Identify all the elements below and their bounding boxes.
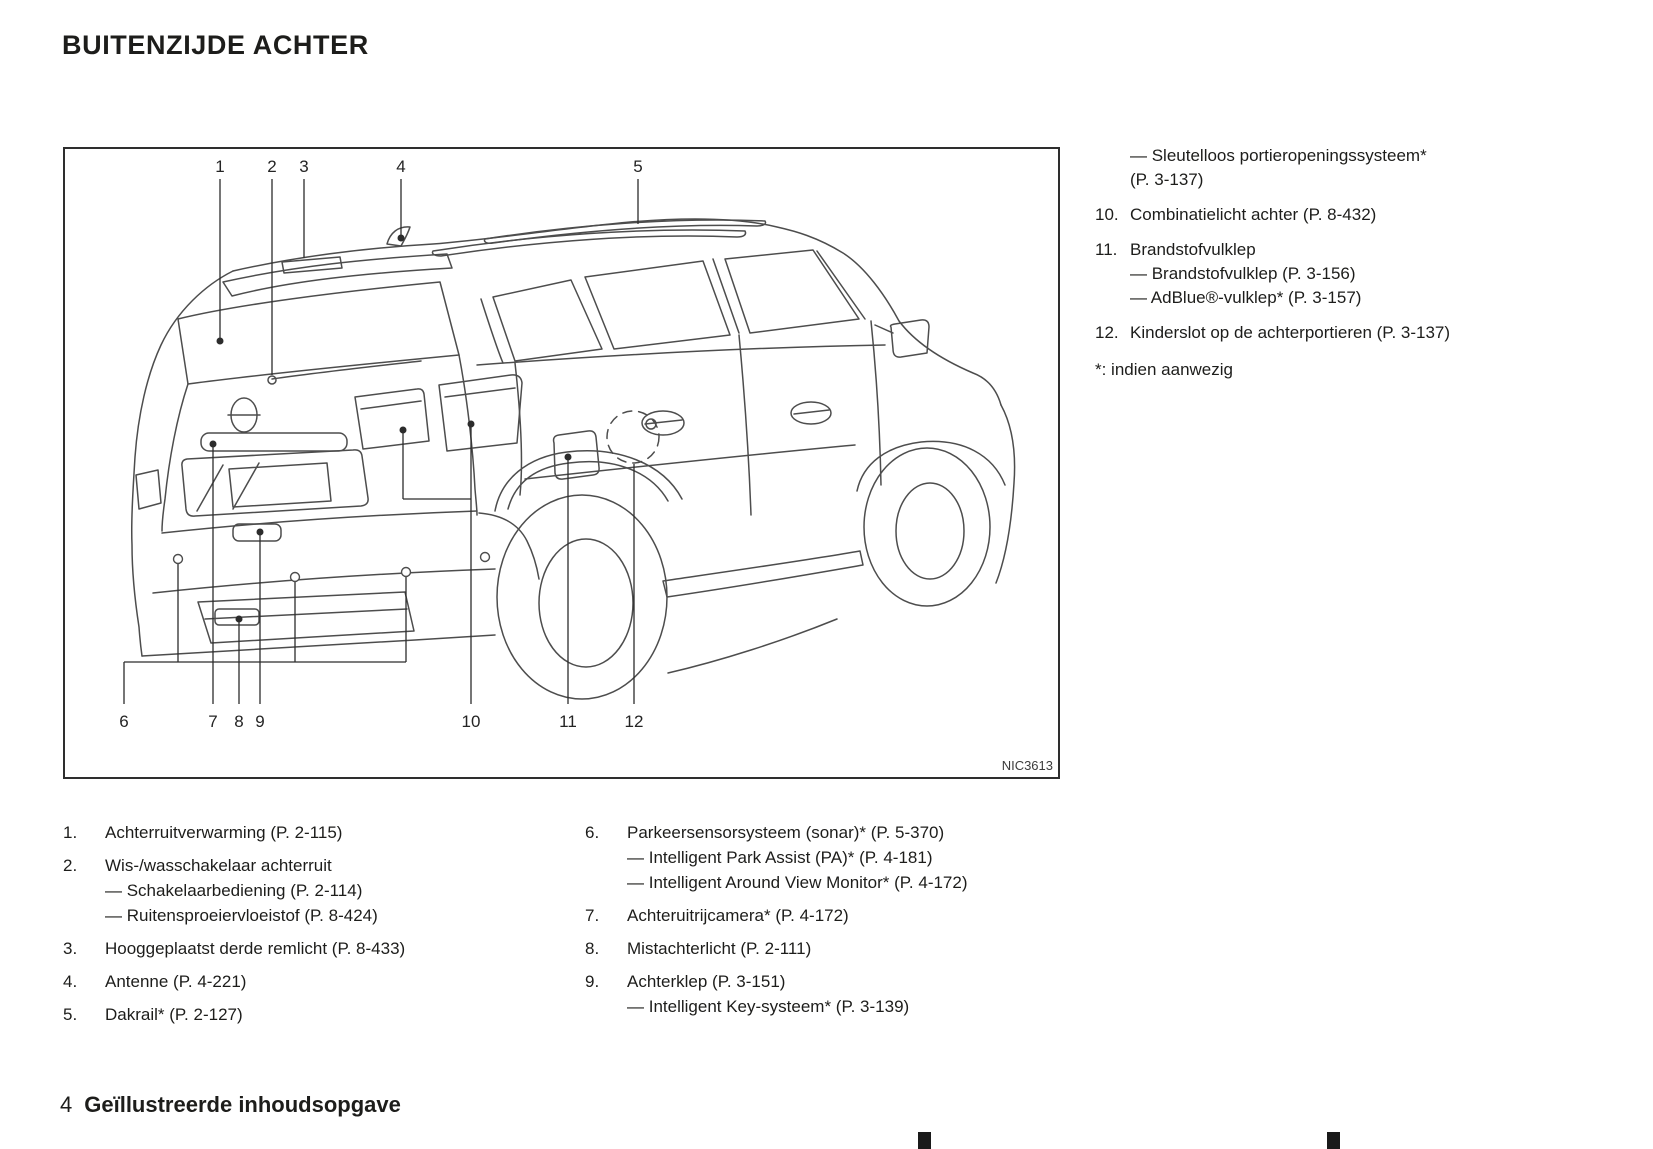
legend-item-label: Achterklep (P. 3-151) (627, 972, 786, 991)
legend-subitem: (P. 3-137) (1130, 170, 1204, 189)
callout-label-9: 9 (255, 712, 265, 731)
legend-item-subs (627, 845, 1085, 895)
legend-item-number: 7. (585, 906, 600, 925)
legend-item-number: 9. (585, 972, 600, 991)
legend-item (1095, 238, 1635, 310)
legend-item-subs (627, 994, 1085, 1019)
callout-label-11: 11 (559, 712, 577, 731)
legend-subitem: — Ruitensproeiervloeistof (P. 8-424) (105, 906, 378, 925)
legend-item-label: Mistachterlicht (P. 2-111) (627, 939, 812, 958)
page-number: 4 (60, 1092, 73, 1117)
legend-subitem: — Brandstofvulklep (P. 3-156) (1130, 264, 1356, 283)
legend-item (585, 936, 1085, 961)
legend-item (63, 969, 563, 994)
car-illustration (132, 219, 1015, 699)
callout-label-4: 4 (396, 157, 406, 176)
binding-mark (918, 1132, 931, 1149)
page-footer (60, 1092, 401, 1118)
legend-item-label: Brandstofvulklep (1130, 240, 1256, 259)
legend-item-label: Combinatielicht achter (P. 8-432) (1130, 205, 1377, 224)
legend-item-number: 3. (63, 939, 78, 958)
legend-item-label: Parkeersensorsysteem (sonar)* (P. 5-370) (627, 823, 945, 842)
callout-label-10: 10 (461, 712, 481, 731)
legend-subitem: — Intelligent Key-systeem* (P. 3-139) (627, 997, 910, 1016)
legend-item-number: 1. (63, 823, 78, 842)
legend-item-number: 8. (585, 939, 600, 958)
legend-item-number: 11. (1095, 240, 1118, 259)
legend-subitem: — Sleutelloos portieropeningssysteem* (1130, 146, 1427, 165)
legend-item-number: 2. (63, 856, 78, 875)
legend-item-label: Wis-/wasschakelaar achterruit (105, 856, 332, 875)
legend-subitem: — Schakelaarbediening (P. 2-114) (105, 881, 363, 900)
callout-label-1: 1 (215, 157, 225, 176)
page-title: BUITENZIJDE ACHTER (62, 30, 369, 60)
figure-code: NIC3613 (1001, 758, 1053, 773)
callout-label-7: 7 (208, 712, 218, 731)
legend-subitem: — Intelligent Park Assist (PA)* (P. 4-181) (627, 848, 933, 867)
legend-item-number: 10. (1095, 205, 1119, 224)
legend-item-number: 6. (585, 823, 600, 842)
legend-item (585, 969, 1085, 1019)
section-title: Geïllustreerde inhoudsopgave (84, 1092, 401, 1117)
legend-sidebar (1095, 144, 1635, 382)
car-diagram (65, 149, 1058, 777)
legend-item-number: 5. (63, 1005, 78, 1024)
legend-item-label: Antenne (P. 4-221) (105, 972, 247, 991)
legend-column-left (63, 820, 563, 1035)
legend-sidebar-items (1095, 203, 1635, 345)
legend-item (63, 1002, 563, 1027)
legend-item-label: Dakrail* (P. 2-127) (105, 1005, 243, 1024)
legend-item-subs (1130, 262, 1635, 310)
legend-item (1095, 321, 1635, 345)
callout-label-6: 6 (119, 712, 129, 731)
legend-item-label: Achteruitrijcamera* (P. 4-172) (627, 906, 849, 925)
callout-label-12: 12 (624, 712, 644, 731)
figure-frame (63, 147, 1060, 779)
legend-item-label: Kinderslot op de achterportieren (P. 3-137) (1130, 323, 1451, 342)
legend-item (585, 820, 1085, 895)
legend-item-number: 12. (1095, 323, 1119, 342)
legend-item (1095, 203, 1635, 227)
legend-item (63, 936, 563, 961)
legend-item (585, 903, 1085, 928)
legend-item (63, 820, 563, 845)
legend-continuation (1130, 144, 1635, 192)
callout-labels (119, 157, 643, 731)
legend-item-number: 4. (63, 972, 78, 991)
legend-subitem: — Intelligent Around View Monitor* (P. 4-172) (627, 873, 968, 892)
legend-footnote: *: indien aanwezig (1095, 360, 1233, 379)
legend-subitem: — AdBlue®-vulklep* (P. 3-157) (1130, 288, 1362, 307)
legend-item-label: Hooggeplaatst derde remlicht (P. 8-433) (105, 939, 406, 958)
legend-item-label: Achterruitverwarming (P. 2-115) (105, 823, 343, 842)
callout-label-5: 5 (633, 157, 643, 176)
callout-label-2: 2 (267, 157, 277, 176)
legend-item-subs (105, 878, 563, 928)
legend-column-right (585, 820, 1085, 1027)
legend-item (63, 853, 563, 928)
binding-mark (1327, 1132, 1340, 1149)
callout-label-8: 8 (234, 712, 244, 731)
callout-label-3: 3 (299, 157, 309, 176)
